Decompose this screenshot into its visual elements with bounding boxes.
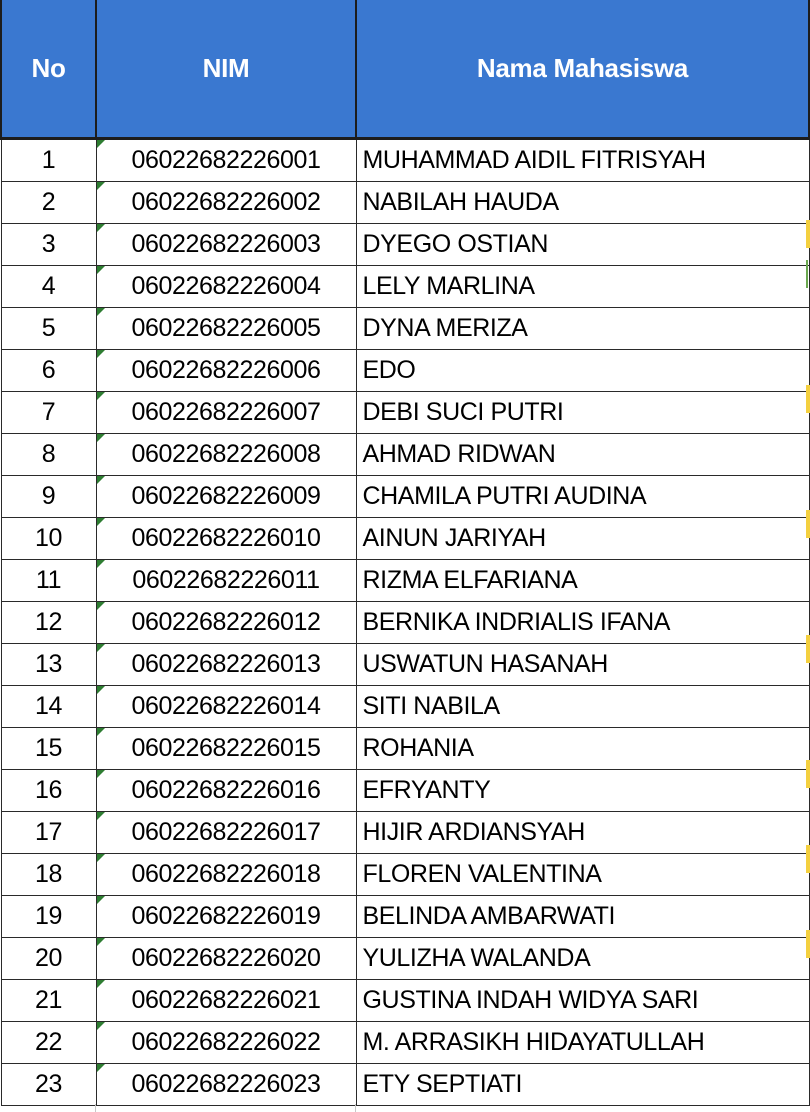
nim-value: 06022682226001 [131,146,321,174]
comment-indicator-icon [97,728,105,736]
table-row [1,266,809,308]
cell-no[interactable]: 21 [1,980,96,1022]
next-row-gridlines [0,1104,808,1112]
table-row [1,644,809,686]
comment-indicator-icon [97,602,105,610]
table-row [1,602,809,644]
cell-student-name[interactable]: FLOREN VALENTINA [356,854,809,896]
nim-value: 06022682226005 [131,314,321,342]
table-row [1,308,809,350]
cell-nim[interactable] [96,728,356,770]
cell-no[interactable]: 4 [1,266,96,308]
comment-indicator-icon [97,434,105,442]
nim-value: 06022682226021 [131,986,321,1014]
nim-value: 06022682226006 [131,356,321,384]
cell-student-name[interactable]: DEBI SUCI PUTRI [356,392,809,434]
nim-value: 06022682226008 [131,440,321,468]
comment-indicator-icon [97,1022,105,1030]
table-row [1,224,809,266]
table-row [1,980,809,1022]
cell-student-name[interactable]: MUHAMMAD AIDIL FITRISYAH [356,139,809,182]
cell-no[interactable]: 16 [1,770,96,812]
nim-value: 06022682226013 [131,650,321,678]
cell-no[interactable]: 23 [1,1064,96,1106]
cell-no[interactable]: 1 [1,139,96,182]
table-header [1,0,809,139]
cell-nim[interactable] [96,602,356,644]
cell-nim[interactable] [96,938,356,980]
cell-student-name[interactable]: EFRYANTY [356,770,809,812]
cell-nim[interactable] [96,518,356,560]
adjacent-column-edge [806,140,810,1100]
nim-value: 06022682226010 [131,524,321,552]
table-row [1,896,809,938]
cell-no[interactable]: 7 [1,392,96,434]
cell-no[interactable]: 22 [1,1022,96,1064]
cell-student-name[interactable]: CHAMILA PUTRI AUDINA [356,476,809,518]
table-row [1,139,809,182]
cell-nim[interactable] [96,854,356,896]
table-row [1,392,809,434]
table-row [1,560,809,602]
cell-student-name[interactable]: AINUN JARIYAH [356,518,809,560]
cell-nim[interactable] [96,770,356,812]
cell-student-name[interactable]: DYEGO OSTIAN [356,224,809,266]
nim-value: 06022682226012 [131,608,321,636]
cell-student-name[interactable]: BELINDA AMBARWATI [356,896,809,938]
comment-indicator-icon [97,350,105,358]
header-row [1,0,809,139]
comment-indicator-icon [97,1064,105,1072]
cell-nim[interactable] [96,182,356,224]
cell-student-name[interactable]: YULIZHA WALANDA [356,938,809,980]
table-row [1,350,809,392]
nim-value: 06022682226014 [131,692,321,720]
nim-value: 06022682226020 [131,944,321,972]
cell-no[interactable]: 17 [1,812,96,854]
cell-nim[interactable] [96,1064,356,1106]
cell-student-name[interactable]: LELY MARLINA [356,266,809,308]
nim-value: 06022682226003 [131,230,321,258]
cell-no[interactable]: 9 [1,476,96,518]
cell-student-name[interactable]: ETY SEPTIATI [356,1064,809,1106]
cell-student-name[interactable]: DYNA MERIZA [356,308,809,350]
nim-value: 06022682226019 [131,902,321,930]
table-row [1,854,809,896]
cell-nim[interactable] [96,224,356,266]
cell-nim[interactable] [96,1022,356,1064]
table-row [1,476,809,518]
comment-indicator-icon [97,224,105,232]
cell-student-name[interactable]: BERNIKA INDRIALIS IFANA [356,602,809,644]
cell-no[interactable]: 14 [1,686,96,728]
cell-nim[interactable] [96,896,356,938]
cell-nim[interactable] [96,434,356,476]
cell-no[interactable]: 2 [1,182,96,224]
cell-no[interactable]: 8 [1,434,96,476]
nim-value: 06022682226009 [131,482,321,510]
comment-indicator-icon [97,938,105,946]
nim-value: 06022682226016 [131,776,321,804]
cell-no[interactable]: 6 [1,350,96,392]
header-cell-nim[interactable]: NIM [96,0,356,139]
table-row [1,1064,809,1106]
table-row [1,770,809,812]
cell-student-name[interactable]: SITI NABILA [356,686,809,728]
nim-value: 06022682226011 [132,566,320,594]
table-body [1,139,809,1106]
cell-no[interactable]: 5 [1,308,96,350]
comment-indicator-icon [97,392,105,400]
nim-value: 06022682226015 [131,734,321,762]
comment-indicator-icon [97,644,105,652]
cell-nim[interactable] [96,644,356,686]
header-cell-name[interactable]: Nama Mahasiswa [356,0,809,139]
cell-no[interactable]: 13 [1,644,96,686]
cell-nim[interactable] [96,686,356,728]
cell-student-name[interactable]: EDO [356,350,809,392]
cell-student-name[interactable]: NABILAH HAUDA [356,182,809,224]
cell-no[interactable]: 10 [1,518,96,560]
cell-nim[interactable] [96,392,356,434]
cell-no[interactable]: 11 [1,560,96,602]
header-cell-no[interactable]: No [1,0,96,139]
cell-student-name[interactable]: HIJIR ARDIANSYAH [356,812,809,854]
cell-nim[interactable] [96,266,356,308]
nim-value: 06022682226023 [131,1070,321,1098]
cell-nim[interactable] [96,308,356,350]
cell-student-name[interactable]: GUSTINA INDAH WIDYA SARI [356,980,809,1022]
table-row [1,938,809,980]
cell-no[interactable]: 19 [1,896,96,938]
comment-indicator-icon [97,686,105,694]
table-row [1,728,809,770]
cell-no[interactable]: 15 [1,728,96,770]
cell-no[interactable]: 3 [1,224,96,266]
comment-indicator-icon [97,854,105,862]
cell-student-name[interactable]: RIZMA ELFARIANA [356,560,809,602]
cell-student-name[interactable]: M. ARRASIKH HIDAYATULLAH [356,1022,809,1064]
nim-value: 06022682226018 [131,860,321,888]
cell-nim[interactable] [96,350,356,392]
comment-indicator-icon [97,518,105,526]
nim-value: 06022682226004 [131,272,321,300]
comment-indicator-icon [97,266,105,274]
comment-indicator-icon [97,476,105,484]
table-row [1,518,809,560]
cell-student-name[interactable]: AHMAD RIDWAN [356,434,809,476]
table-row [1,434,809,476]
cell-no[interactable]: 20 [1,938,96,980]
cell-student-name[interactable]: USWATUN HASANAH [356,644,809,686]
comment-indicator-icon [97,560,105,568]
comment-indicator-icon [97,140,105,148]
cell-nim[interactable] [96,476,356,518]
nim-value: 06022682226002 [131,188,321,216]
comment-indicator-icon [97,812,105,820]
cell-nim[interactable] [96,560,356,602]
comment-indicator-icon [97,770,105,778]
nim-value: 06022682226017 [131,818,321,846]
nim-value: 06022682226007 [131,398,321,426]
cell-no[interactable]: 18 [1,854,96,896]
cell-nim[interactable] [96,139,356,182]
table-row [1,686,809,728]
table-row [1,1022,809,1064]
table-row [1,182,809,224]
comment-indicator-icon [97,308,105,316]
nim-value: 06022682226022 [131,1028,321,1056]
cell-student-name[interactable]: ROHANIA [356,728,809,770]
cell-nim[interactable] [96,812,356,854]
cell-no[interactable]: 12 [1,602,96,644]
cell-nim[interactable] [96,980,356,1022]
comment-indicator-icon [97,980,105,988]
table-row [1,812,809,854]
comment-indicator-icon [97,896,105,904]
comment-indicator-icon [97,182,105,190]
